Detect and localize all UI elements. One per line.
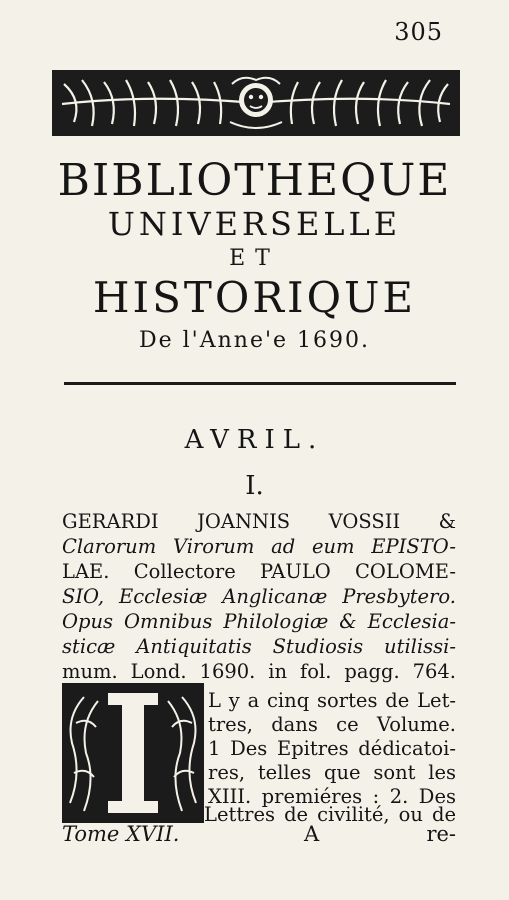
headpiece-ornament [52,70,460,136]
entry-line: sticæ Antiquitatis Studiosis utilissi- [62,635,456,658]
entry-line: mum. Lond. 1690. in fol. pagg. 764. [62,660,456,683]
volume-signature: Tome XVII. [62,822,180,846]
entry-line: SIO, Ecclesiæ Anglicanæ Presbytero. [62,585,456,608]
signature-mark: A [304,822,320,846]
text-line: Lettres de civilité, ou de [204,803,456,826]
title-line-5: De l'Anne'e 1690. [138,328,371,353]
title-line-2: UNIVERSELLE [107,205,402,243]
text-line: XIII. premiéres : 2. Des [208,785,456,808]
entry-line: Opus Omnibus Philologiæ & Ecclesia- [62,610,456,633]
drop-cap-ornament [62,683,204,823]
horizontal-rule [64,382,456,385]
entry-line: LAE. Collectore PAULO COLOME- [62,560,456,583]
entry-line: Clarorum Virorum ad eum EPISTO- [62,535,456,558]
month-heading: AVRIL. [184,425,325,455]
page-number: 305 [394,18,443,46]
title-line-1: BIBLIOTHEQUE [57,155,452,206]
text-line: res, telles que sont les [208,761,456,784]
text-line: 1 Des Epitres dédicatoi- [208,737,456,760]
title-line-4: HISTORIQUE [92,273,417,322]
entry-line: GERARDI JOANNIS VOSSII & [62,510,456,533]
text-line: tres, dans ce Volume. [208,713,456,736]
article-numeral: I. [245,471,264,501]
text-line: L y a cinq sortes de Let- [208,689,456,712]
title-line-3: ET [229,246,280,271]
catchword: re- [426,822,456,846]
page-footer [62,822,456,848]
